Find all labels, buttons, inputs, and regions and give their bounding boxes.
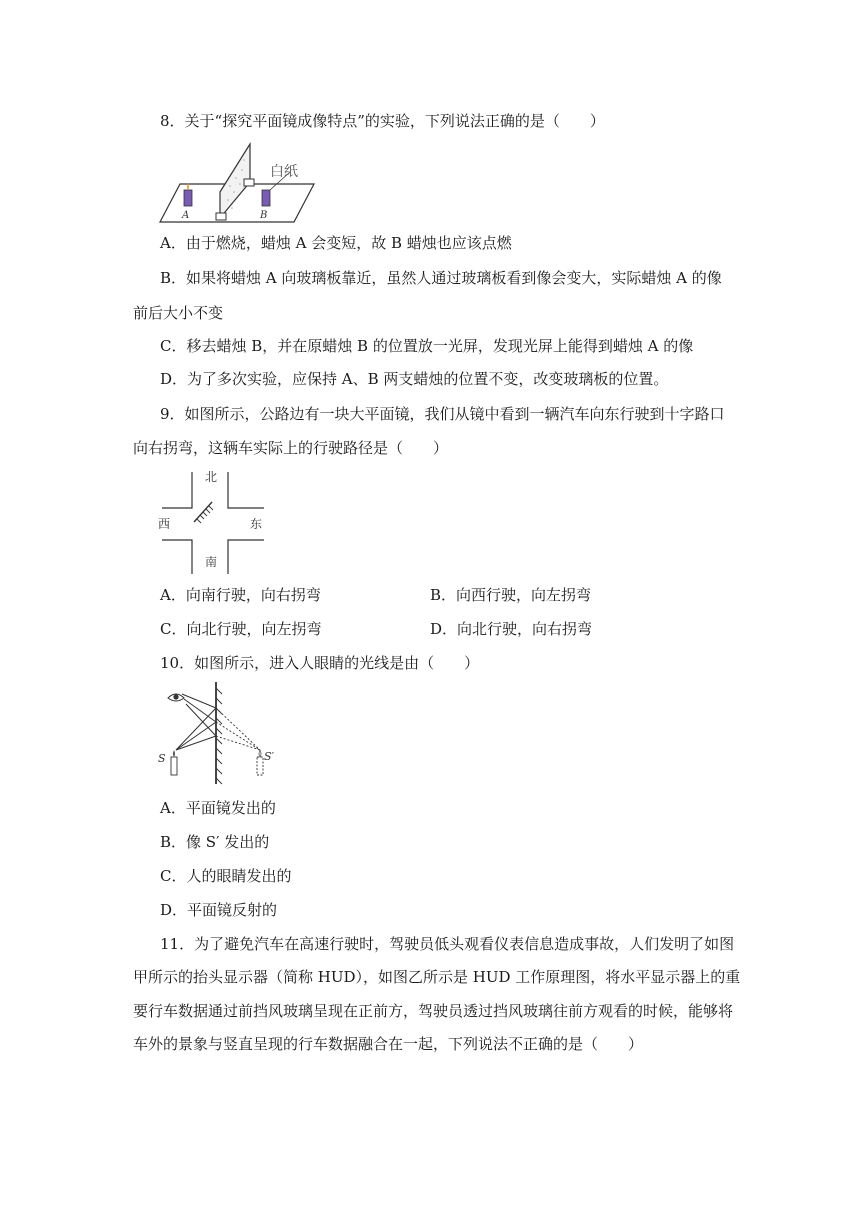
q8-option-b: B．如果将蜡烛 A 向玻璃板靠近，虽然人通过玻璃板看到像会变大，实际蜡烛 A 的像 <box>160 269 722 287</box>
q10-option-c: C．人的眼睛发出的 <box>160 867 292 885</box>
q9-option-a: A．向南行驶，向右拐弯 <box>160 586 321 604</box>
q9-option-d: D．向北行驶，向右拐弯 <box>430 620 593 638</box>
q8-option-c: C．移去蜡烛 B，并在原蜡烛 B 的位置放一光屏，发现光屏上能得到蜡烛 A 的像 <box>160 337 694 355</box>
q8-stem: 8．关于“探究平面镜成像特点”的实验，下列说法正确的是（ ） <box>160 112 605 130</box>
q10-figure-label-s-prime: S′ <box>264 750 275 763</box>
q8-figure-mirror-experiment <box>158 140 323 226</box>
q8-figure-label-a: A <box>182 210 190 221</box>
q11-stem-line4: 车外的景象与竖直呈现的行车数据融合在一起，下列说法不正确的是（ ） <box>133 1035 644 1053</box>
q9-stem-line1: 9．如图所示，公路边有一块大平面镜，我们从镜中看到一辆汽车向东行驶到十字路口 <box>160 405 725 423</box>
q9-option-c: C．向北行驶，向左拐弯 <box>160 620 322 638</box>
q10-option-b: B．像 S′ 发出的 <box>160 833 270 851</box>
q9-figure-south: 南 <box>205 555 218 569</box>
q10-option-a: A．平面镜发出的 <box>160 799 276 817</box>
q10-option-d: D．平面镜反射的 <box>160 901 278 919</box>
q9-figure-crossroad <box>156 466 268 578</box>
q11-stem-line1: 11．为了避免汽车在高速行驶时，驾驶员低头观看仪表信息造成事故，人们发明了如图 <box>160 935 735 953</box>
q9-stem-line2: 向右拐弯，这辆车实际上的行驶路径是（ ） <box>133 439 449 457</box>
q8-option-b-continued: 前后大小不变 <box>133 304 224 322</box>
q11-stem-line2: 甲所示的抬头显示器（简称 HUD），如图乙所示是 HUD 工作原理图，将水平显示器上的重 <box>133 968 741 986</box>
q8-option-d: D．为了多次实验，应保持 A、B 两支蜡烛的位置不变，改变玻璃板的位置。 <box>160 370 669 388</box>
q8-figure-label-b: B <box>260 210 268 221</box>
q9-figure-north: 北 <box>205 470 218 484</box>
q9-figure-west: 西 <box>158 517 171 531</box>
q10-figure-reflection <box>156 680 276 786</box>
q10-figure-label-s: S <box>158 752 166 765</box>
q8-figure-paper-label: 白纸 <box>270 164 298 180</box>
q11-stem-line3: 要行车数据通过前挡风玻璃呈现在正前方，驾驶员透过挡风玻璃往前方观看的时候，能够将 <box>133 1002 734 1020</box>
q8-option-a: A．由于燃烧，蜡烛 A 会变短，故 B 蜡烛也应该点燃 <box>160 234 512 252</box>
q9-figure-east: 东 <box>250 517 263 531</box>
q9-option-b: B．向西行驶，向左拐弯 <box>430 586 592 604</box>
q10-stem: 10．如图所示，进入人眼睛的光线是由（ ） <box>160 654 480 672</box>
